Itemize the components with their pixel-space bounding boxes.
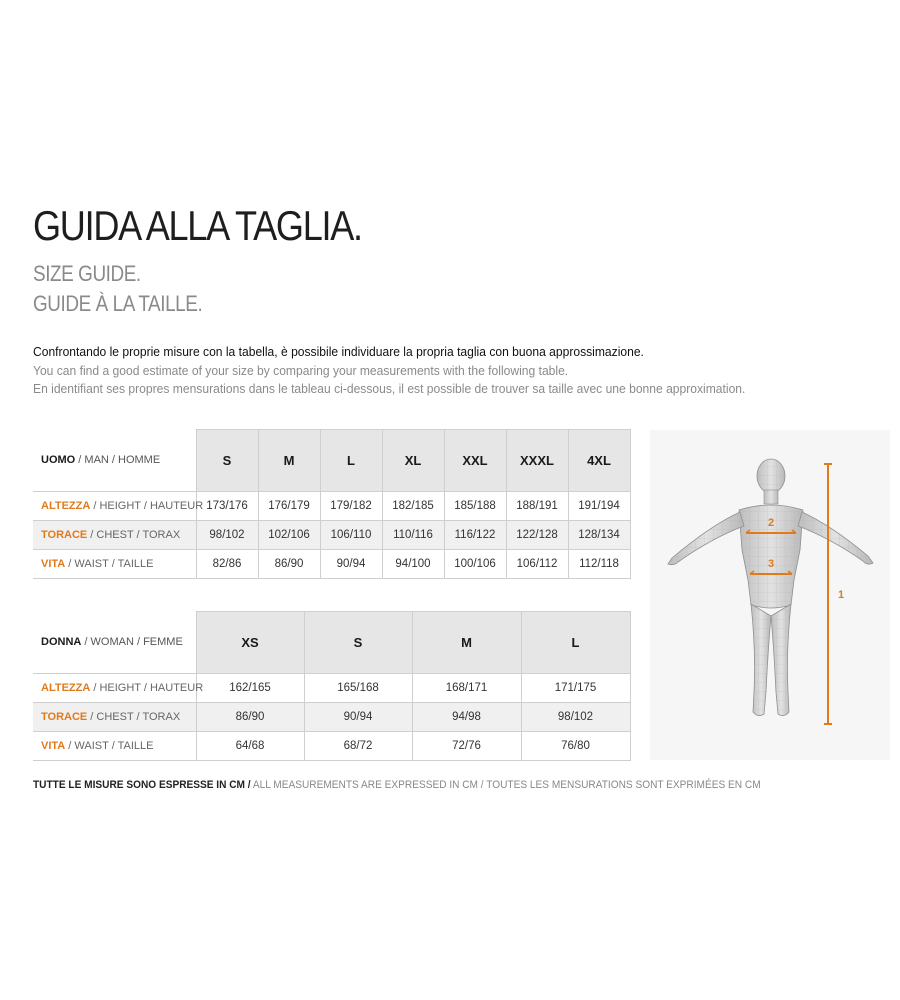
table-cell: 162/165 xyxy=(196,674,304,703)
mannequin-body xyxy=(668,459,873,716)
row-label-waist xyxy=(33,550,196,579)
men-size-header: 4XL xyxy=(568,430,630,492)
label-rest: / HEIGHT / HAUTEUR xyxy=(90,500,204,512)
intro-fr: En identifiant ses propres mensurations dans le tableau ci-dessous, il est possible de trouver sa taille avec une bonne approximation. xyxy=(33,381,746,396)
mannequin-illustration xyxy=(650,430,890,760)
chest-marker-label: 2 xyxy=(767,517,775,529)
label-rest: / WAIST / TAILLE xyxy=(65,740,154,752)
height-marker-label: 1 xyxy=(838,589,845,601)
table-cell: 106/110 xyxy=(320,521,382,550)
label-main: ALTEZZA xyxy=(41,500,91,512)
table-cell: 102/106 xyxy=(258,521,320,550)
table-cell: 191/194 xyxy=(568,492,630,521)
table-cell: 90/94 xyxy=(320,550,382,579)
label-rest: / CHEST / TORAX xyxy=(87,711,181,723)
table-cell: 98/102 xyxy=(521,703,630,732)
label-main: ALTEZZA xyxy=(41,682,91,694)
table-cell: 68/72 xyxy=(304,732,412,761)
table-row xyxy=(33,550,630,579)
men-size-header: XL xyxy=(382,430,444,492)
table-cell: 86/90 xyxy=(196,703,304,732)
label-rest: / WAIST / TAILLE xyxy=(65,558,154,570)
table-row xyxy=(33,521,630,550)
table-cell: 82/86 xyxy=(196,550,258,579)
men-caption-main: UOMO xyxy=(41,454,76,467)
men-size-header: L xyxy=(320,430,382,492)
label-rest: / CHEST / TORAX xyxy=(87,529,181,541)
table-cell: 112/118 xyxy=(568,550,630,579)
table-cell: 176/179 xyxy=(258,492,320,521)
label-rest: / HEIGHT / HAUTEUR xyxy=(90,682,204,694)
women-size-header: M xyxy=(412,612,521,674)
men-size-header: XXL xyxy=(444,430,506,492)
label-main: VITA xyxy=(41,740,66,752)
men-size-header: XXXL xyxy=(506,430,568,492)
women-size-table xyxy=(33,611,631,761)
height-measure-marker xyxy=(824,464,844,724)
men-caption xyxy=(33,430,196,492)
table-cell: 98/102 xyxy=(196,521,258,550)
women-size-header: S xyxy=(304,612,412,674)
subtitle-en: SIZE GUIDE. xyxy=(33,261,141,286)
table-cell: 179/182 xyxy=(320,492,382,521)
table-cell: 188/191 xyxy=(506,492,568,521)
label-main: VITA xyxy=(41,558,66,570)
men-caption-rest: / MAN / HOMME xyxy=(75,454,161,467)
measurement-note xyxy=(33,779,761,791)
women-caption xyxy=(33,612,196,674)
measurement-note-rest: ALL MEASUREMENTS ARE EXPRESSED IN CM / TOUTES LES MENSURATIONS SONT EXPRIMÉES EN CM xyxy=(250,779,761,791)
intro-en: You can find a good estimate of your size by comparing your measurements with the following table. xyxy=(33,363,569,378)
table-cell: 173/176 xyxy=(196,492,258,521)
label-main: TORACE xyxy=(41,711,88,723)
table-cell: 100/106 xyxy=(444,550,506,579)
row-label-height xyxy=(33,674,204,703)
men-size-header: S xyxy=(196,430,258,492)
table-cell: 64/68 xyxy=(196,732,304,761)
table-cell: 90/94 xyxy=(304,703,412,732)
men-size-table xyxy=(33,429,631,579)
table-cell: 94/100 xyxy=(382,550,444,579)
intro-it: Confrontando le proprie misure con la tabella, è possibile individuare la propria taglia con buona approssimazione. xyxy=(33,344,644,359)
measurement-note-main: TUTTE LE MISURE SONO ESPRESSE IN CM / xyxy=(33,779,251,791)
table-cell: 110/116 xyxy=(382,521,444,550)
table-row xyxy=(33,703,630,732)
table-cell: 128/134 xyxy=(568,521,630,550)
table-row xyxy=(33,492,630,521)
row-label-chest xyxy=(33,521,196,550)
table-cell: 76/80 xyxy=(521,732,630,761)
women-size-header: XS xyxy=(196,612,304,674)
mannequin-figure xyxy=(650,430,890,760)
waist-marker-label: 3 xyxy=(767,558,775,570)
page-title: GUIDA ALLA TAGLIA. xyxy=(33,202,362,249)
subtitle-fr: GUIDE À LA TAILLE. xyxy=(33,291,203,316)
table-cell: 86/90 xyxy=(258,550,320,579)
table-cell: 182/185 xyxy=(382,492,444,521)
women-caption-main: DONNA xyxy=(41,636,82,649)
row-label-chest xyxy=(33,703,196,732)
table-cell: 94/98 xyxy=(412,703,521,732)
table-cell: 185/188 xyxy=(444,492,506,521)
table-cell: 168/171 xyxy=(412,674,521,703)
table-cell: 165/168 xyxy=(304,674,412,703)
men-size-header: M xyxy=(258,430,320,492)
row-label-waist xyxy=(33,732,196,761)
label-main: TORACE xyxy=(41,529,88,541)
row-label-height xyxy=(33,492,204,521)
table-row xyxy=(33,732,630,761)
table-row xyxy=(33,674,630,703)
table-cell: 106/112 xyxy=(506,550,568,579)
table-cell: 72/76 xyxy=(412,732,521,761)
table-cell: 171/175 xyxy=(521,674,630,703)
women-size-header: L xyxy=(521,612,630,674)
table-cell: 122/128 xyxy=(506,521,568,550)
table-cell: 116/122 xyxy=(444,521,506,550)
women-caption-rest: / WOMAN / FEMME xyxy=(81,636,183,649)
